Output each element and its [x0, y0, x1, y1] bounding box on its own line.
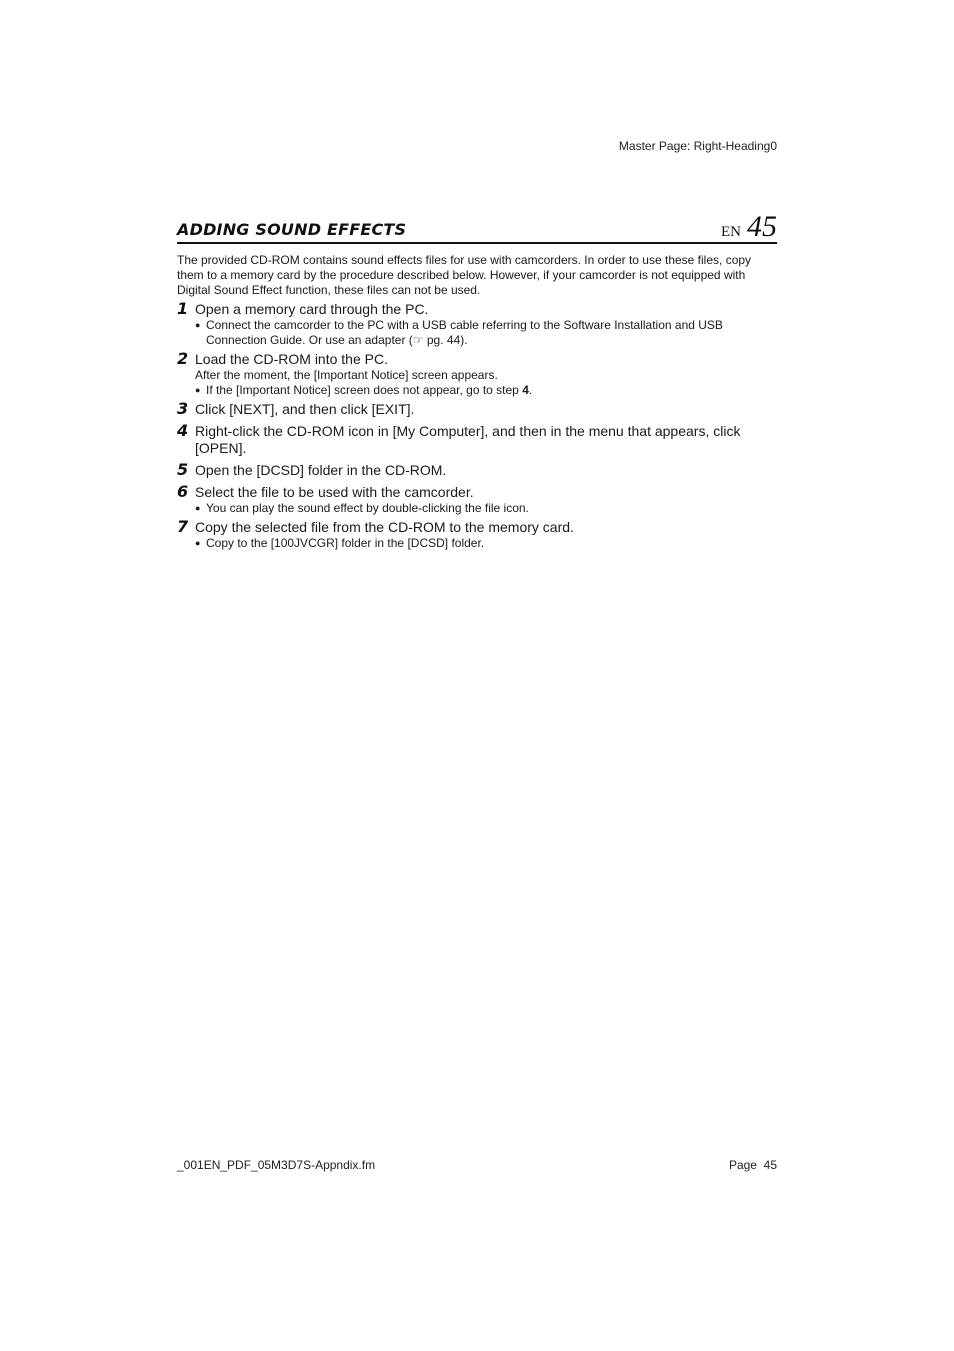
page-number: 45 [747, 210, 777, 243]
step-number: 5 [177, 460, 189, 479]
step-1 [177, 301, 777, 348]
bullet-dot-icon: ● [195, 320, 201, 330]
step-bullet [195, 383, 777, 398]
step-number: 2 [177, 349, 189, 368]
step-number: 1 [177, 299, 189, 318]
section-heading [177, 212, 777, 244]
step-bullet [195, 501, 777, 516]
bullet-text: If the [Important Notice] screen does not appear, go to step [206, 383, 523, 397]
bullet-dot-icon: ● [195, 503, 201, 513]
step-text: Open the [DCSD] folder in the CD-ROM. [195, 462, 447, 478]
page-content [177, 253, 777, 551]
step-4 [177, 423, 777, 457]
step-bullet [195, 536, 777, 551]
step-text: Right-click the CD-ROM icon in [My Computer], and then in the menu that appears, click [OPEN]. [195, 423, 741, 456]
step-number: 4 [177, 421, 189, 440]
language-code: EN [721, 224, 741, 240]
step-text: Copy the selected file from the CD-ROM to the memory card. [195, 519, 574, 535]
step-3 [177, 401, 777, 418]
footer-page-label: Page 45 [728, 1158, 777, 1172]
master-page-label: Master Page: Right-Heading0 [618, 139, 777, 153]
step-5 [177, 462, 777, 479]
bullet-text: Copy to the [100JVCGR] folder in the [DCSD] folder. [206, 536, 485, 550]
step-bullet [195, 318, 777, 348]
step-number: 6 [177, 482, 189, 501]
step-number: 7 [177, 517, 189, 536]
bullet-dot-icon: ● [195, 385, 201, 395]
step-text: Load the CD-ROM into the PC. [195, 351, 388, 367]
bullet-text: You can play the sound effect by double-clicking the file icon. [206, 501, 529, 515]
step-text: Click [NEXT], and then click [EXIT]. [195, 401, 415, 417]
step-2 [177, 351, 777, 398]
step-number: 3 [177, 399, 189, 418]
bullet-text: Connect the camcorder to the PC with a USB cable referring to the Software Installation and USB Connection Guide. Or use an adapter (☞ pg. 44). [206, 318, 723, 347]
step-note: After the moment, the [Important Notice] screen appears. [195, 368, 498, 382]
section-title: ADDING SOUND EFFECTS [177, 220, 407, 239]
page-mark [721, 210, 777, 243]
footer-file-name: _001EN_PDF_05M3D7S-Appndix.fm [177, 1158, 376, 1172]
bullet-text-end: . [528, 383, 533, 397]
step-7 [177, 519, 777, 551]
step-6 [177, 484, 777, 516]
step-reference: 4 [522, 383, 529, 397]
intro-paragraph: The provided CD-ROM contains sound effects files for use with camcorders. In order to use these files, copy them to a memory card by the procedure described below. However, if your camcorder is not equipped with Digital Sound Effect function, these files can not be used. [177, 253, 752, 297]
bullet-dot-icon: ● [195, 538, 201, 548]
step-text: Select the file to be used with the camcorder. [195, 484, 474, 500]
step-text: Open a memory card through the PC. [195, 301, 429, 317]
